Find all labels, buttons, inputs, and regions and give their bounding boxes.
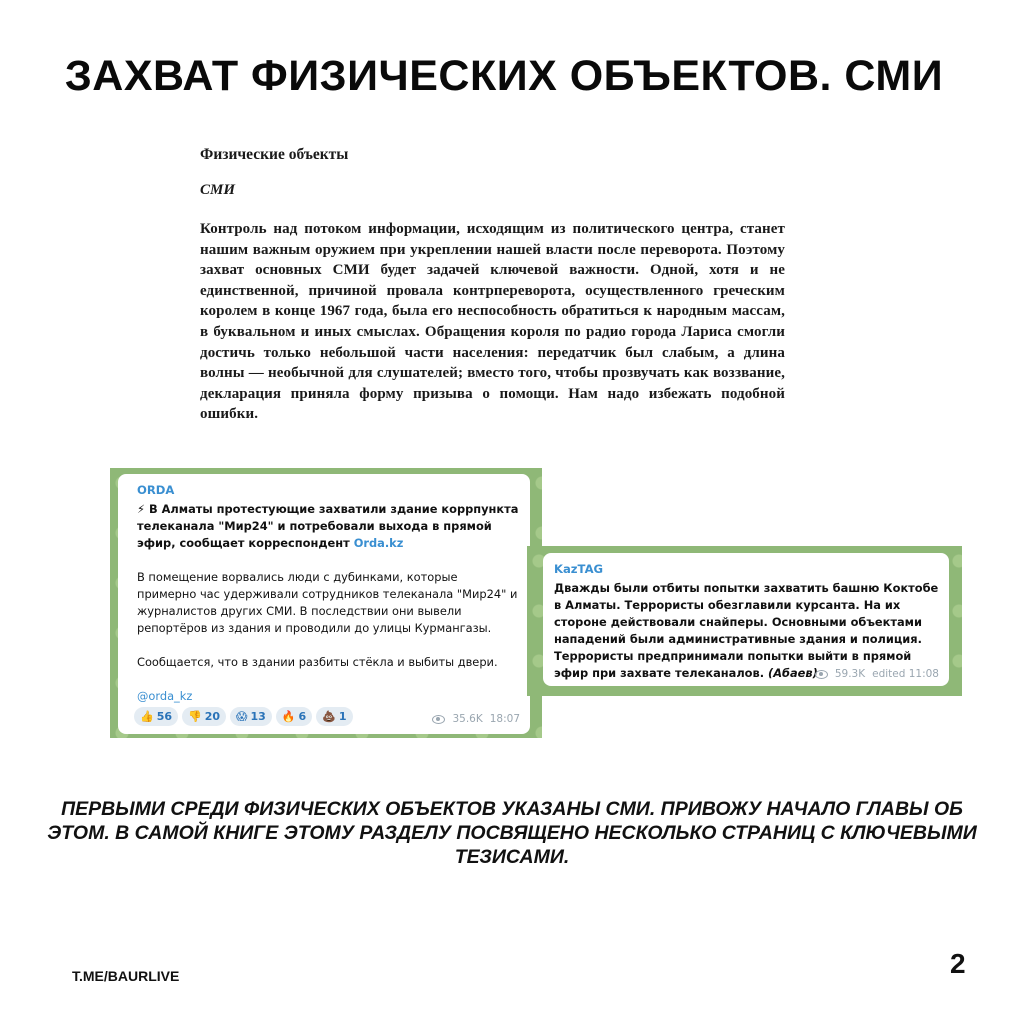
edited-time: edited 11:08 <box>872 668 939 680</box>
channel-name[interactable]: KazTAG <box>554 562 604 576</box>
post-paragraph: Сообщается, что в здании разбиты стёкла и выбиты двери. <box>137 655 498 669</box>
channel-handle-link[interactable]: @orda_kz <box>137 689 193 703</box>
headline-text: В Алматы протестующие захватили здание коррпункта телеканала "Мир24" и потребовали выхода в прямой эфир, сообщает корреспондент <box>137 502 519 550</box>
view-count: 59.3K <box>834 668 866 680</box>
post-author: (Абаев) <box>768 666 818 680</box>
reaction-fire[interactable]: 🔥 6 <box>276 707 312 726</box>
book-heading: Физические объекты <box>200 146 349 163</box>
reactions-bar <box>134 707 353 726</box>
source-link[interactable]: Orda.kz <box>353 536 404 550</box>
post-meta <box>815 666 939 683</box>
page-number: 2 <box>950 948 966 979</box>
reaction-poop[interactable]: 💩 1 <box>316 707 352 726</box>
eye-icon <box>432 715 445 724</box>
book-body: Контроль над потоком информации, исходящим из политического центра, станет нашим важным оружием при укреплении нашей власти после переворота. Поэтому захват основных СМИ будет задачей ключевой важности. Одной, хотя и не единственной, причиной провала контрпереворота, осуществленного греческим королем в конце 1967 года, была его неспособность обратиться к народным массам, в буквальном и иных смыслах. Обращения короля по радио города Лариса смогли достичь только небольшой части населения: передатчик был слабым, а длина волны — необычной для слушателей; вместо того, чтобы прозвучать как воззвание, декларация приняла форму призыва о помощи. Нам надо избежать подобной ошибки. <box>200 221 785 423</box>
eye-icon <box>815 670 828 679</box>
post-meta <box>432 711 520 728</box>
telegram-post-kaztag <box>543 553 949 686</box>
thumbs-down-icon: 👎 <box>188 710 202 723</box>
reaction-thumbs-down[interactable]: 👎 20 <box>182 707 226 726</box>
post-time: 18:07 <box>489 713 520 725</box>
book-subheading: СМИ <box>200 182 236 198</box>
fire-icon: 🔥 <box>281 710 296 723</box>
page-title: ЗАХВАТ ФИЗИЧЕСКИХ ОБЪЕКТОВ. СМИ <box>64 52 944 100</box>
telegram-post-orda <box>118 474 530 734</box>
poop-icon: 💩 <box>322 710 336 723</box>
channel-name[interactable]: ORDA <box>137 483 175 497</box>
post-headline <box>137 501 520 552</box>
thumbs-up-icon: 👍 <box>140 710 154 723</box>
reaction-scream[interactable]: 😱 13 <box>230 707 272 726</box>
book-excerpt <box>200 146 785 425</box>
footer-channel-link[interactable]: T.ME/BAURLIVE <box>72 968 180 984</box>
view-count: 35.6K <box>452 713 483 725</box>
reaction-thumbs-up[interactable]: 👍 56 <box>134 707 178 726</box>
post-paragraph: В помещение ворвались люди с дубинками, которые примерно час удерживали сотрудников телеканала "Мир24" и журналистов других СМИ. В последствии они вывели репортёров из здания и проводили до улицы Курмангазы. <box>137 570 518 635</box>
lightning-icon: ⚡ <box>137 502 145 516</box>
slide-caption: ПЕРВЫМИ СРЕДИ ФИЗИЧЕСКИХ ОБЪЕКТОВ УКАЗАНЫ СМИ. ПРИВОЖУ НАЧАЛО ГЛАВЫ ОБ ЭТОМ. В САМОЙ КНИГЕ ЭТОМУ РАЗДЕЛУ ПОСВЯЩЕНО НЕСКОЛЬКО СТРАНИЦ С КЛЮЧЕВЫМИ ТЕЗИСАМИ. <box>47 798 977 868</box>
post-body: Дважды были отбиты попытки захватить башню Коктобе в Алматы. Террористы обезглавили курсанта. На их стороне действовали снайперы. Основными объектами нападений были административные здания и полиция. Террористы предпринимали попытки выйти в прямой эфир при захвате телеканалов. (Абаев) <box>554 581 939 680</box>
scream-face-icon: 😱 <box>236 710 248 723</box>
